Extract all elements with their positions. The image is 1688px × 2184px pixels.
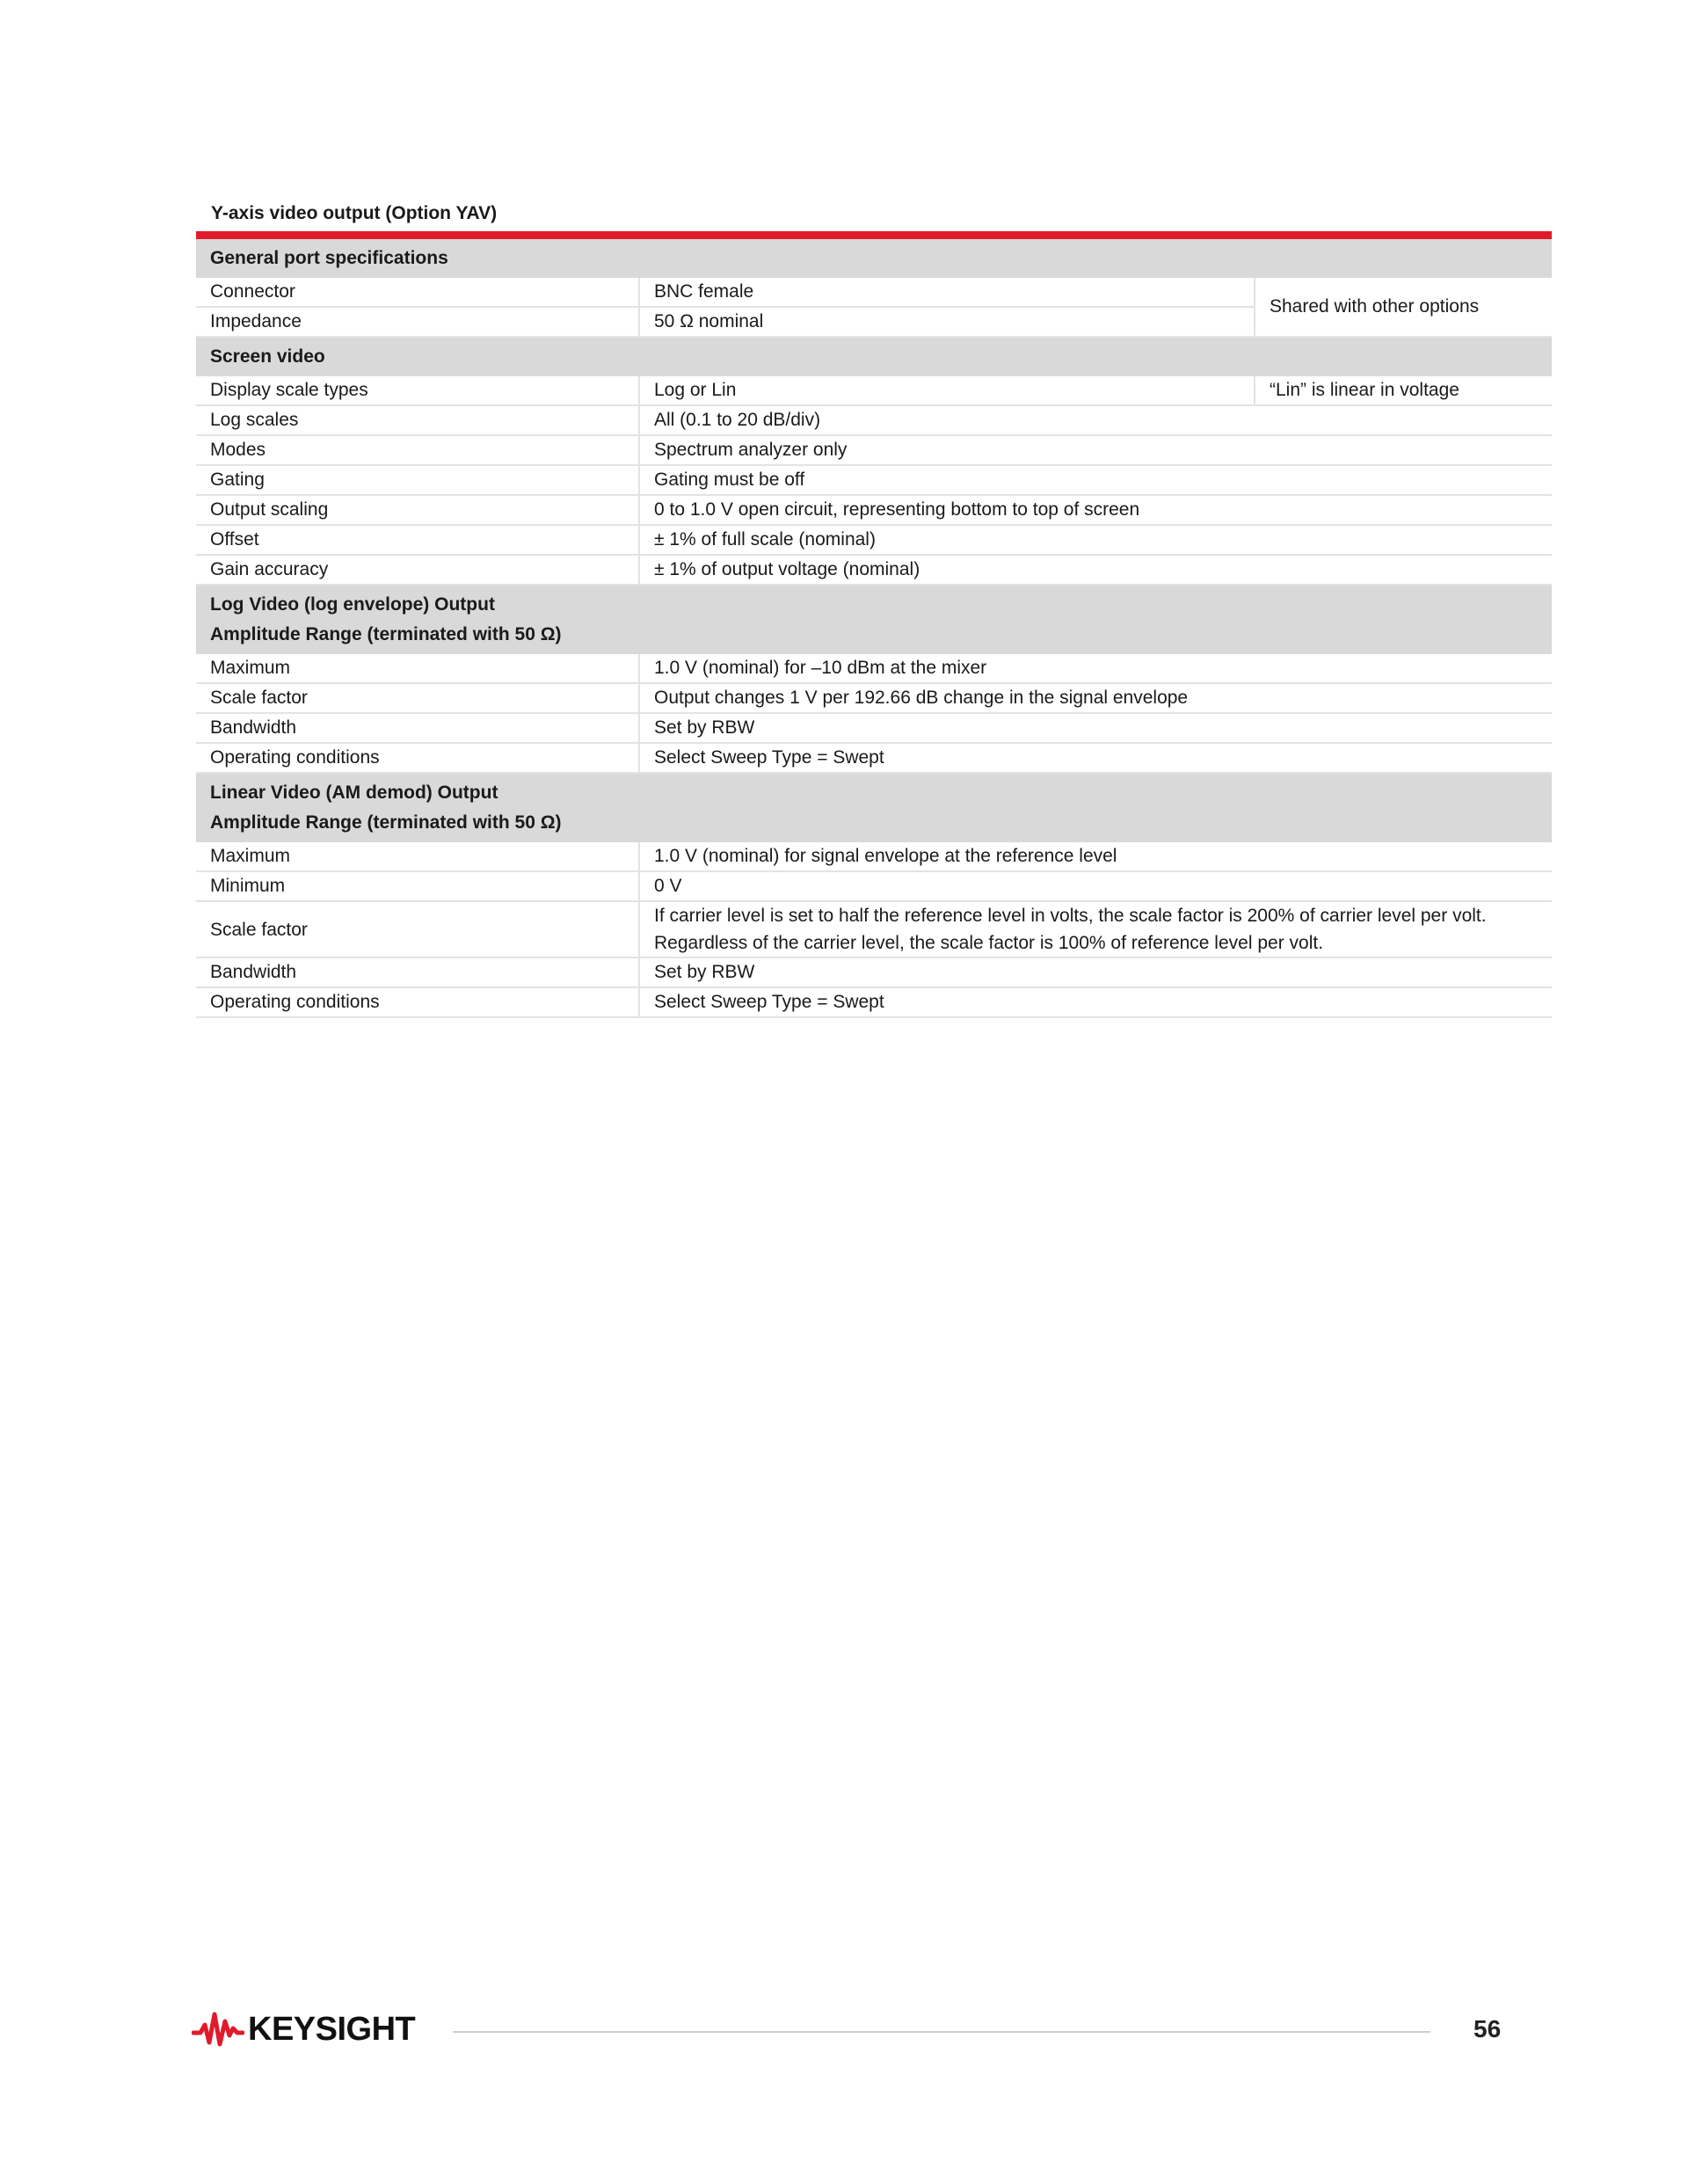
row-value-line: If carrier level is set to half the reference level in volts, the scale factor is 200% of carrier level per volt.: [654, 906, 1487, 926]
row-label: Bandwidth: [196, 713, 639, 743]
row-value: Select Sweep Type = Swept: [639, 987, 1552, 1017]
row-value: 1.0 V (nominal) for signal envelope at the reference level: [639, 842, 1552, 871]
row-label: Gain accuracy: [196, 555, 639, 585]
row-label: Operating conditions: [196, 743, 639, 773]
table-row: [196, 654, 1552, 683]
section-subtitle: Amplitude Range (terminated with 50 Ω): [210, 812, 562, 833]
row-value: Set by RBW: [639, 713, 1552, 743]
spec-table: [196, 239, 1552, 1018]
row-label: Offset: [196, 525, 639, 555]
section-header-linear-video: [196, 773, 1552, 842]
table-row: [196, 405, 1552, 435]
section-header-general: General port specifications: [196, 239, 1552, 278]
row-value: Select Sweep Type = Swept: [639, 743, 1552, 773]
page-number: 56: [1473, 2015, 1502, 2042]
row-label: Maximum: [196, 842, 639, 871]
title-rule: [196, 231, 1552, 239]
table-row: [196, 901, 1552, 957]
row-label: Bandwidth: [196, 957, 639, 987]
row-label: Connector: [196, 278, 639, 307]
table-row: [196, 842, 1552, 871]
row-label: Scale factor: [196, 683, 639, 713]
row-value: All (0.1 to 20 dB/div): [639, 405, 1552, 435]
section-title: Log Video (log envelope) Output: [210, 594, 495, 615]
row-label: Operating conditions: [196, 987, 639, 1017]
table-row: [196, 987, 1552, 1017]
row-value: 1.0 V (nominal) for –10 dBm at the mixer: [639, 654, 1552, 683]
row-label: Log scales: [196, 405, 639, 435]
section-subtitle: Amplitude Range (terminated with 50 Ω): [210, 624, 562, 644]
row-value: Output changes 1 V per 192.66 dB change in the signal envelope: [639, 683, 1552, 713]
footer-divider: [453, 2031, 1430, 2033]
keysight-wave-icon: [192, 2009, 244, 2049]
row-label: Output scaling: [196, 495, 639, 525]
table-row: [196, 555, 1552, 585]
table-row: [196, 683, 1552, 713]
keysight-logo: [192, 2009, 415, 2049]
row-value: ± 1% of output voltage (nominal): [639, 555, 1552, 585]
section-header-screen-video: Screen video: [196, 337, 1552, 376]
table-row: [196, 713, 1552, 743]
section-title: Linear Video (AM demod) Output: [210, 783, 498, 803]
row-value-line: Regardless of the carrier level, the scale factor is 100% of reference level per volt.: [654, 933, 1324, 953]
row-note: “Lin” is linear in voltage: [1255, 376, 1552, 405]
row-label: Maximum: [196, 654, 639, 683]
row-value: [639, 901, 1552, 957]
document-title: Y-axis video output (Option YAV): [211, 203, 498, 223]
row-value: Log or Lin: [639, 376, 1255, 405]
section-header-log-video: [196, 585, 1552, 654]
row-label: Impedance: [196, 307, 639, 337]
table-row: [196, 465, 1552, 495]
table-row: [196, 743, 1552, 773]
table-row: [196, 525, 1552, 555]
table-row: [196, 278, 1552, 307]
table-row: [196, 376, 1552, 405]
table-row: [196, 871, 1552, 901]
table-row: [196, 435, 1552, 465]
logo-text: KEYSIGHT: [248, 2010, 416, 2048]
row-value: 0 V: [639, 871, 1552, 901]
row-value: 50 Ω nominal: [639, 307, 1255, 337]
row-label: Modes: [196, 435, 639, 465]
row-value: ± 1% of full scale (nominal): [639, 525, 1552, 555]
table-row: [196, 957, 1552, 987]
row-value: Gating must be off: [639, 465, 1552, 495]
table-row: [196, 495, 1552, 525]
row-value: Set by RBW: [639, 957, 1552, 987]
spec-document: [196, 196, 1552, 1018]
row-value: 0 to 1.0 V open circuit, representing bottom to top of screen: [639, 495, 1552, 525]
row-label: Scale factor: [196, 901, 639, 957]
row-value: Spectrum analyzer only: [639, 435, 1552, 465]
row-label: Minimum: [196, 871, 639, 901]
row-note: Shared with other options: [1255, 278, 1552, 337]
row-value: BNC female: [639, 278, 1255, 307]
row-label: Display scale types: [196, 376, 639, 405]
row-label: Gating: [196, 465, 639, 495]
